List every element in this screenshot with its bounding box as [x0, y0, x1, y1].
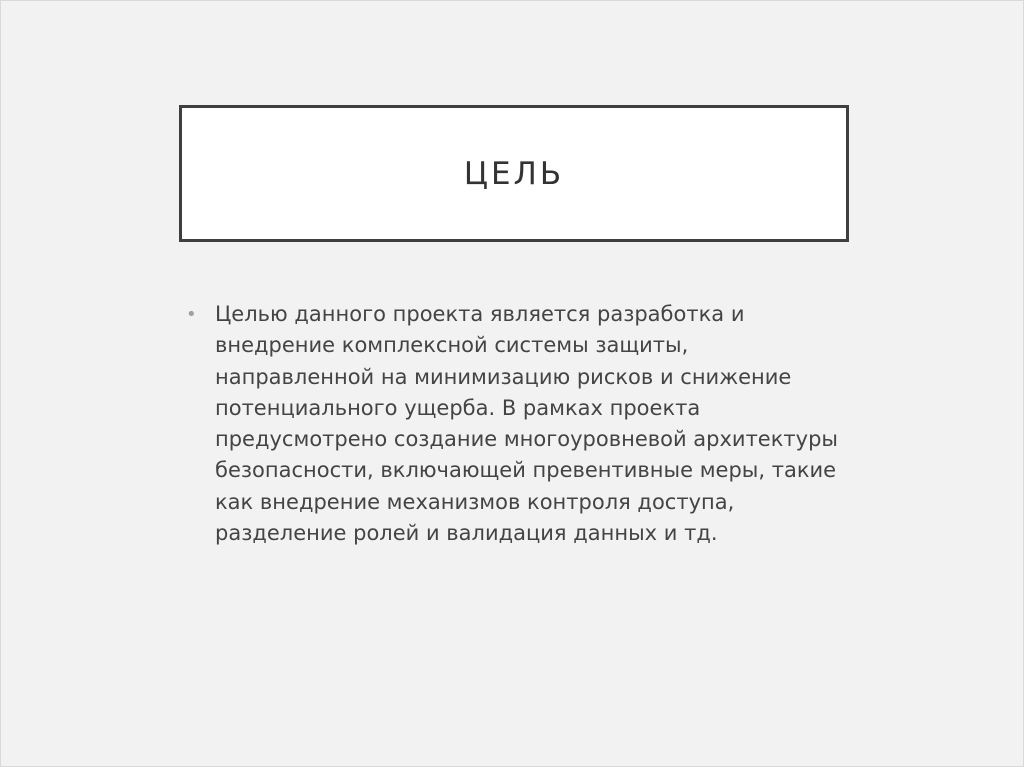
bullet-list: [186, 299, 846, 549]
list-item: [186, 299, 846, 549]
bullet-icon: •: [186, 304, 197, 325]
slide-title: ЦЕЛЬ: [463, 155, 565, 192]
title-box: [179, 105, 849, 242]
bullet-text: Целью данного проекта является разработка и внедрение комплексной системы защиты, направленной на минимизацию рисков и снижение потенциального ущерба. В рамках проекта предусмотрено создание многоуровневой архитектуры безопасности, включающей превентивные меры, такие как внедрение механизмов контроля доступа, разделение ролей и валидация данных и тд.: [215, 302, 838, 546]
